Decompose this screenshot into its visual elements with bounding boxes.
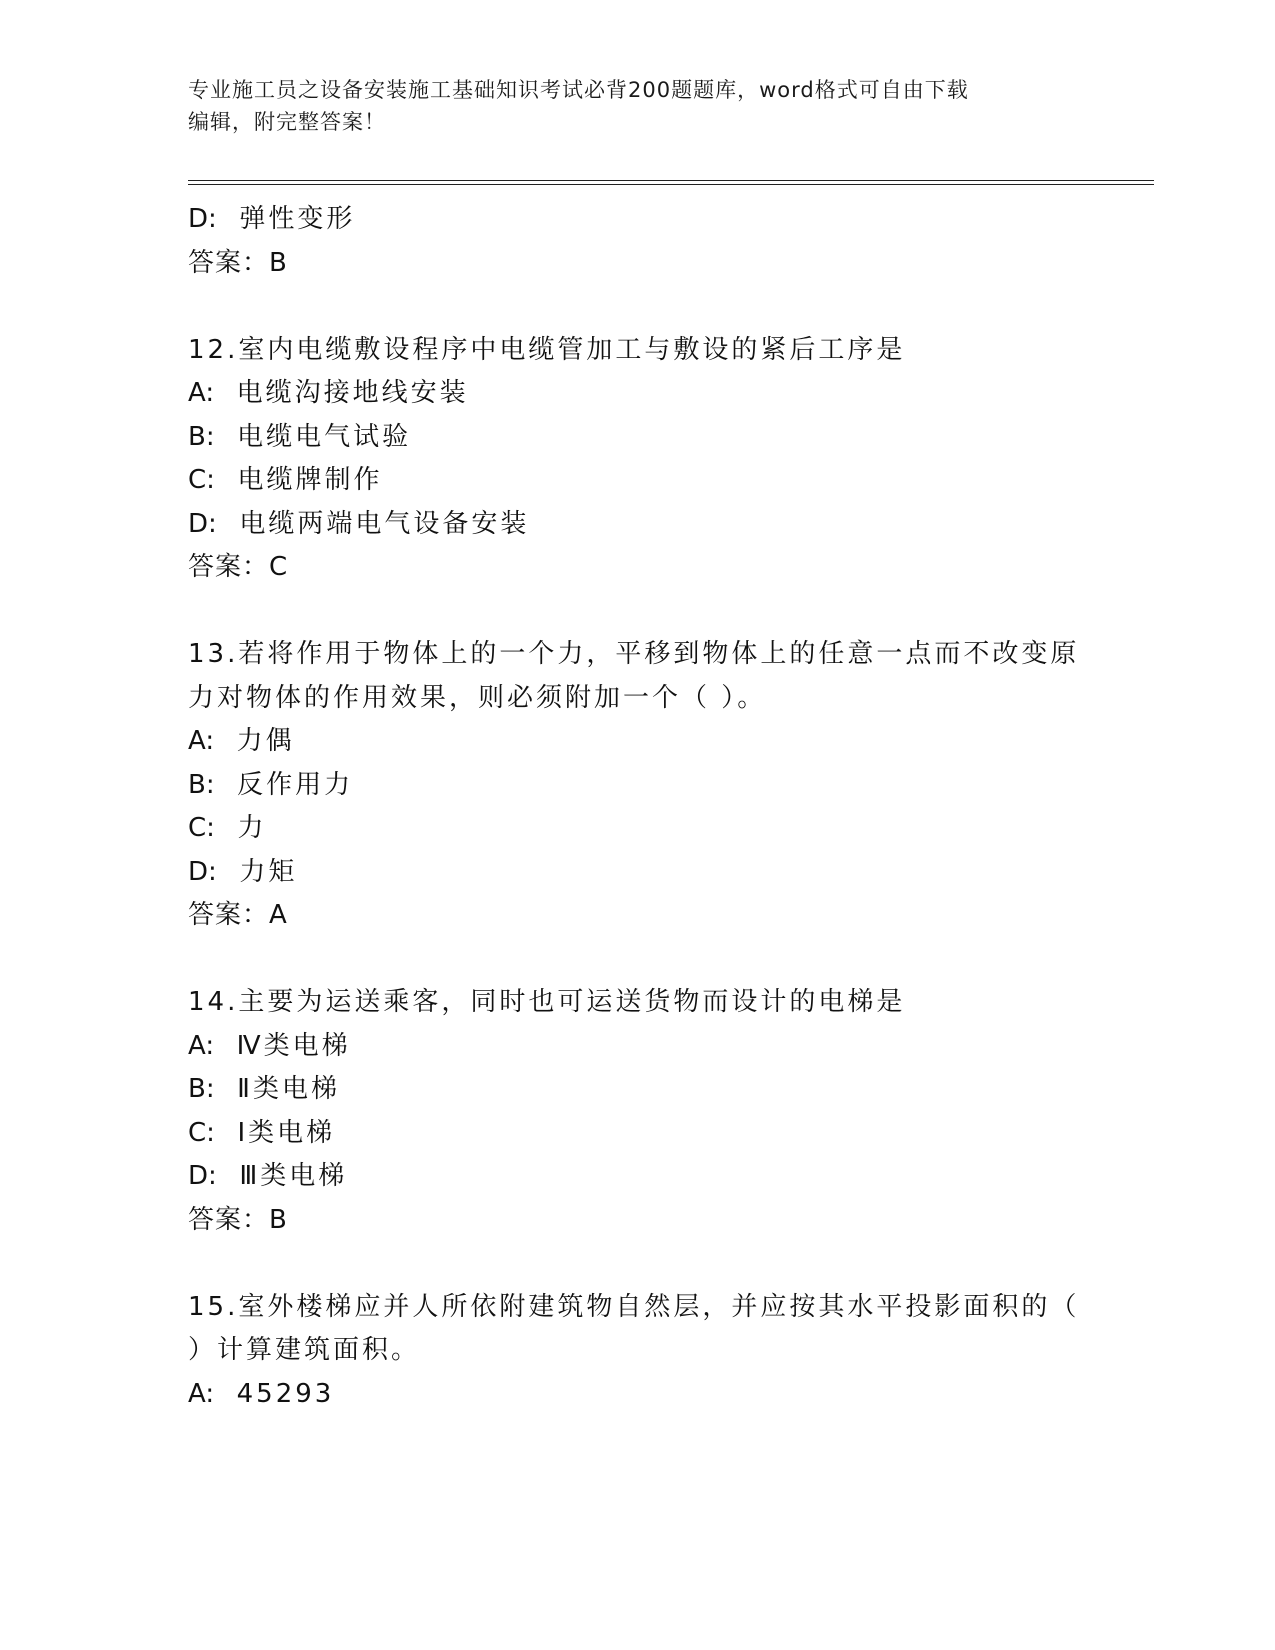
option-line [188, 1029, 351, 1063]
option-text: 45293 [236, 1378, 335, 1409]
option-key: A: [188, 1378, 215, 1409]
option-key: B: [188, 769, 215, 800]
option-spacer [217, 1161, 240, 1191]
option-key: A: [188, 1030, 215, 1061]
option-line [188, 1116, 335, 1150]
option-line [188, 507, 529, 541]
header-title-line-1: 专业施工员之设备安装施工基础知识考试必背200题题库，word格式可自由下载 [188, 78, 969, 102]
option-spacer [214, 1379, 237, 1409]
option-spacer [217, 857, 240, 887]
question-line [188, 985, 905, 1019]
question-text: ）计算建筑面积。 [188, 1335, 421, 1365]
option-line [188, 376, 469, 410]
option-spacer [217, 204, 240, 234]
question-text: 14.主要为运送乘客，同时也可运送货物而设计的电梯是 [188, 987, 906, 1017]
question-text: 力对物体的作用效果，则必须附加一个（ ）。 [188, 682, 767, 713]
option-key: B: [188, 1074, 215, 1104]
question-line [188, 637, 1079, 671]
option-spacer [215, 813, 238, 843]
option-line [188, 463, 382, 497]
question-text: 15.室外楼梯应并人所依附建筑物自然层，并应按其水平投影面积的（ [188, 1291, 1080, 1322]
option-key: A: [188, 726, 215, 756]
option-key: D: [188, 856, 217, 887]
answer-text: 答案：C [188, 552, 289, 582]
option-text: Ⅱ类电梯 [237, 1074, 340, 1104]
option-line [188, 1072, 340, 1106]
answer-line [188, 246, 288, 280]
option-key: C: [188, 813, 215, 843]
option-key: C: [188, 465, 215, 495]
question-line [188, 1333, 420, 1367]
answer-text: 答案：A [188, 900, 288, 930]
option-line [188, 1377, 334, 1411]
question-line [188, 681, 766, 715]
option-spacer [215, 1118, 238, 1148]
option-spacer [215, 422, 238, 452]
question-text: 13.若将作用于物体上的一个力，平移到物体上的任意一点而不改变原 [188, 639, 1080, 669]
option-spacer [214, 378, 237, 408]
option-spacer [217, 509, 240, 539]
option-key: D: [188, 1161, 217, 1191]
header-divider-bottom [188, 184, 1154, 185]
page-header [188, 74, 1068, 138]
option-text: 力偶 [236, 726, 295, 756]
answer-line [188, 898, 288, 932]
question-line [188, 333, 905, 367]
answer-line [188, 1203, 288, 1237]
option-text: 电缆两端电气设备安装 [239, 508, 530, 539]
option-text: Ⅰ类电梯 [237, 1117, 336, 1148]
header-divider-top [188, 180, 1154, 181]
option-text: 电缆沟接地线安装 [236, 378, 469, 408]
option-text: 力 [237, 813, 267, 843]
option-line [188, 202, 355, 236]
option-text: 力矩 [239, 856, 298, 887]
option-line [188, 855, 297, 889]
answer-text: 答案：B [188, 247, 288, 278]
option-spacer [215, 465, 238, 495]
option-key: B: [188, 421, 215, 452]
option-text: 反作用力 [237, 769, 354, 800]
answer-line [188, 550, 288, 584]
option-text: Ⅳ类电梯 [236, 1030, 351, 1061]
option-line [188, 724, 295, 758]
question-line [188, 1290, 1079, 1324]
option-text: 电缆牌制作 [237, 465, 383, 495]
answer-text: 答案：B [188, 1204, 288, 1235]
option-spacer [214, 726, 237, 756]
option-key: D: [188, 204, 217, 234]
option-line [188, 420, 411, 454]
option-text: Ⅲ类电梯 [239, 1161, 348, 1191]
option-line [188, 811, 266, 845]
question-text: 12.室内电缆敷设程序中电缆管加工与敷设的紧后工序是 [188, 334, 906, 365]
option-key: C: [188, 1117, 215, 1148]
option-text: 弹性变形 [239, 204, 356, 234]
option-spacer [215, 770, 238, 800]
option-spacer [214, 1031, 237, 1061]
header-title-line-2: 编辑，附完整答案！ [188, 110, 386, 134]
option-spacer [215, 1074, 238, 1104]
option-line [188, 768, 353, 802]
option-key: A: [188, 378, 215, 408]
option-line [188, 1159, 347, 1193]
option-text: 电缆电气试验 [237, 421, 412, 452]
option-key: D: [188, 508, 217, 539]
